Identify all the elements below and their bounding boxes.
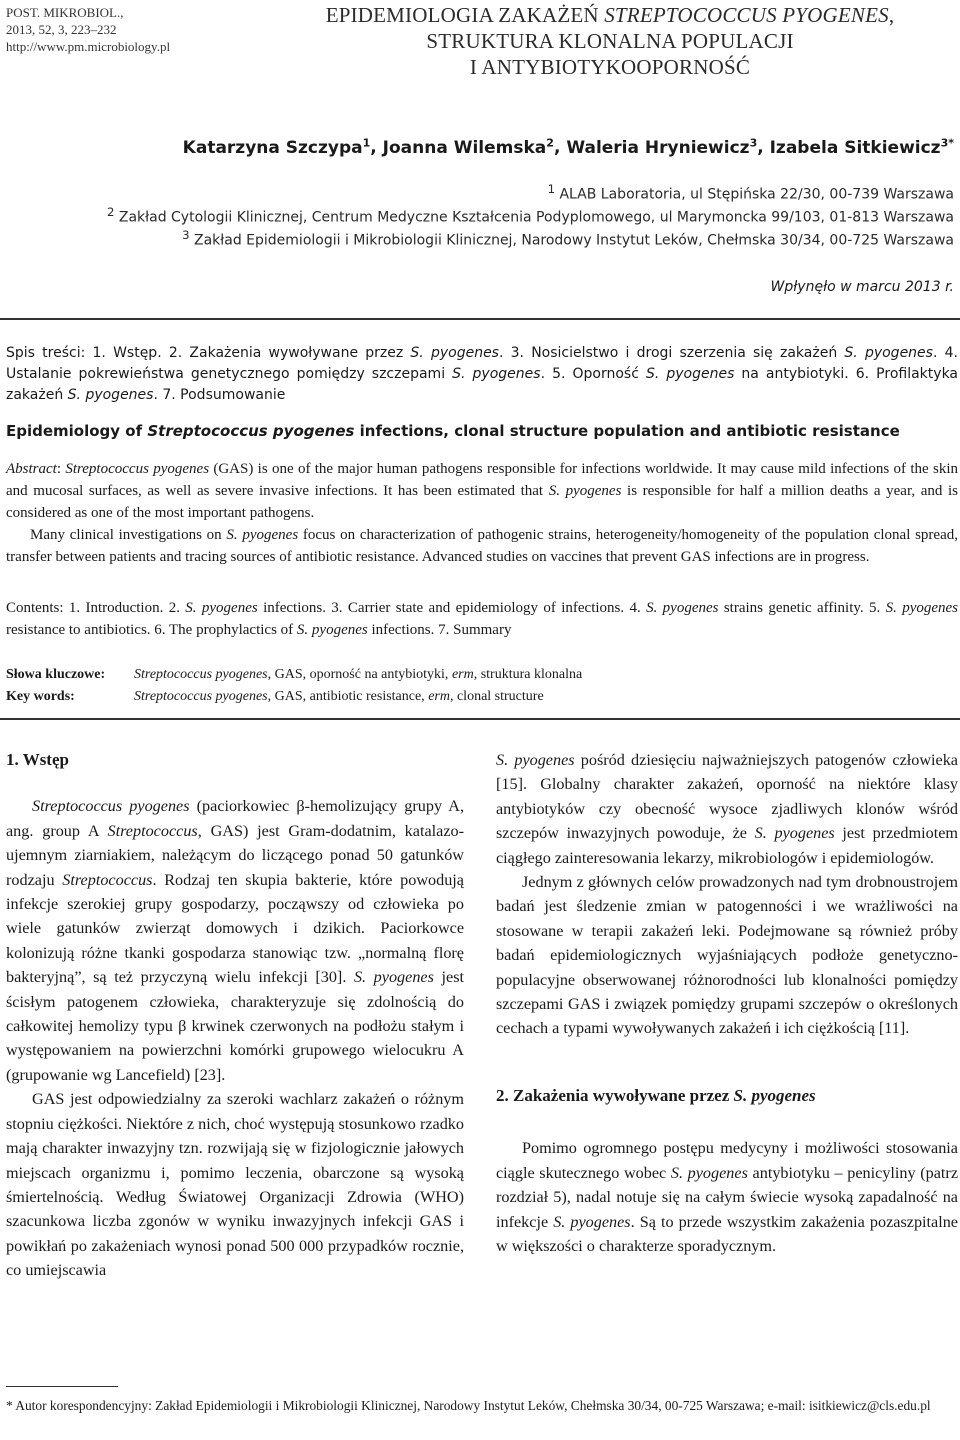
section-heading-2: 2. Zakażenia wywoływane przez S. pyogenes [496,1085,816,1105]
correspondence-footnote: * Autor korespondencyjny: Zakład Epidemiologii i Mikrobiologii Klinicznej, Narodowy Instytut Leków, Chełmska 30/34, 00-725 Warszawa; e-mail: isitkiewicz@cls.edu.pl [6,1398,931,1413]
author-name: Joanna Wilemska$^2$ [382,136,554,158]
divider [0,718,960,720]
right-column [496,748,958,1258]
abstract-paragraph-2: Many clinical investigations on S. pyogenes focus on characterization of pathogenic strains, heterogeneity/homogeneity of the population clonal spread, transfer between patients and tracing sources of antibiotic resistance. Advanced studies on vaccines that prevent GAS infections are in progress. [6,527,958,565]
title-line-3: I ANTYBIOTYKOOPORNOŚĆ [469,55,751,79]
section-heading-1: 1. Wstęp [6,750,69,769]
abstract [6,458,958,568]
contents-english: Contents: 1. Introduction. 2. S. pyogenes infections. 3. Carrier state and epidemiology of infections. 4. S. pyogenes strains genetic affinity. 5. S. pyogenes resistance to antibiotics. 6. The prophylactics of S. pyogenes infections. 7. Summary [6,600,959,638]
paragraph: Pomimo ogromnego postępu medycyny i możliwości stosowania ciągle skutecznego wobec S. pyogenes antybiotyku – penicyliny (patrz rozdział 5), nadal notuje się na całym świecie wysoką zapadalność na infekcje S. pyogenes. Są to przede wszystkim zakażenia pozaszpitalne w większości o charakterze sporadycznym. [496,1139,958,1255]
affiliation-3: $^3$ Zakład Epidemiologii i Mikrobiologii Klinicznej, Narodowy Instytut Leków, Chełmska 30/34, 00-725 Warszawa [182,228,954,249]
journal-line: POST. MIKROBIOL., [6,5,124,20]
received-date: Wpłynęło w marcu 2013 r. [770,279,954,295]
footnote-rule [6,1386,118,1387]
paragraph: Jednym z głównych celów prowadzonych nad tym drobnoustrojem badań jest śledzenie zmian w patogenności i we wrażliwości na stosowane w terapii zakażeń leki. Podejmowane są również próby badań epidemiologicznych wyjaśniających podłoże genetyczno-populacyjne obserwowanej różnorodności lub klonalności pomiędzy szczepami GAS i związek pomiędzy grupami szczepów o określonych cechach a typami wywoływanych zakażeń i ich ciężkością [11]. [496,873,958,1038]
left-column [6,748,464,1283]
author-name: Izabela Sitkiewicz$^{3*}$ [769,136,954,158]
divider [0,318,960,320]
author-name: Waleria Hryniewicz$^3$ [566,136,758,158]
journal-citation [6,4,170,55]
keywords-polish: Słowa kluczowe: Streptococcus pyogenes, GAS, oporność na antybiotyki, erm, struktura klonalna [6,667,583,682]
paragraph: Streptococcus pyogenes (paciorkowiec β-hemolizujący grupy A, ang. group A Streptococcus, GAS) jest Gram-dodatnim, katalazo-ujemnym ziarniakiem, należącym do liczącego ponad 50 gatunków rodzaju Streptococcus. Rodzaj ten skupia bakterie, które powodują infekcje szerokiej grupy gospodarzy, począwszy od człowieka po wiele gatunków zwierząt domowych i dzikich. Paciorkowce kolonizują różne tkanki gospodarza stanowiąc tzw. „normalną florę bakteryjną”, są też przyczyną wielu infekcji [30]. S. pyogenes jest ścisłym patogenem człowieka, charakteryzuje się zdolnością do całkowitej hemolizy typu β krwinek czerwonych na podłożu stałym i występowaniem na powierzchni komórki grupowego wielocukru A (grupowanie wg Lancefield) [23]. [6,797,464,1084]
affiliation-2: $^2$ Zakład Cytologii Klinicznej, Centrum Medyczne Kształcenia Podyplomowego, ul Marymoncka 99/103, 01-813 Warszawa [106,205,954,226]
article-title [260,2,960,80]
paragraph: GAS jest odpowiedzialny za szeroki wachlarz zakażeń o różnym stopniu ciężkości. Niektóre z nich, choć występują stosunkowo rzadko mają charakter inwazyjny tzn. rozwijają się w fizjologicznie jałowych miejscach organizmu i, pomimo leczenia, obarczone są wysoką śmiertelnością. Według Światowej Organizacji Zdrowia (WHO) szacunkowa liczba zgonów w wyniku inwazyjnych infekcji GAS i powikłań po zakażeniach wynosi ponad 500 000 przypadków rocznie, co umiejscawia [6,1090,464,1280]
keywords [6,664,582,708]
paragraph: S. pyogenes pośród dziesięciu najważniejszych patogenów człowieka [15]. Globalny charakter zakażeń, oporność na niektóre klasy antybiotyków czy obecność wysoce zjadliwych klonów wśród szczepów inwazyjnych powoduje, że S. pyogenes jest przedmiotem ciągłego zainteresowania lekarzy, mikrobiologów i epidemiologów. [496,751,958,867]
affiliation-1: $^1$ ALAB Laboratoria, ul Stępińska 22/30, 00-739 Warszawa [547,182,954,203]
english-title: Epidemiology of Streptococcus pyogenes infections, clonal structure population and antibiotic resistance [6,422,900,440]
journal-url[interactable]: http://www.pm.microbiology.pl [6,39,171,54]
keywords-english: Key words: Streptococcus pyogenes, GAS, antibiotic resistance, erm, clonal structure [6,689,544,704]
author-list: Katarzyna Szczypa$^1$, Joanna Wilemska$^2$, Waleria Hryniewicz$^3$, Izabela Sitkiewicz$^{3*}$ [182,136,954,158]
title-line-2: STRUKTURA KLONALNA POPULACJI [426,29,794,53]
author-name: Katarzyna Szczypa$^1$ [182,136,371,158]
abstract-paragraph-1: Abstract: Streptococcus pyogenes (GAS) is one of the major human pathogens responsible for infections worldwide. It may cause mild infections of the skin and mucosal surfaces, as well as severe invasive infections. It has been estimated that S. pyogenes is responsible for half a million deaths a year, and is considered as one of the most important pathogens. [6,461,958,521]
journal-line: 2013, 52, 3, 223–232 [6,22,117,37]
title-line-1: EPIDEMIOLOGIA ZAKAŻEŃ STREPTOCOCCUS PYOGENES, [325,3,895,27]
toc-polish: Spis treści: 1. Wstęp. 2. Zakażenia wywoływane przez S. pyogenes. 3. Nosicielstwo i drogi szerzenia się zakażeń S. pyogenes. 4. Ustalanie pokrewieństwa genetycznego pomiędzy szczepami S. pyogenes. 5. Oporność S. pyogenes na antybiotyki. 6. Profilaktyka zakażeń S. pyogenes. 7. Podsumowanie [6,345,959,403]
